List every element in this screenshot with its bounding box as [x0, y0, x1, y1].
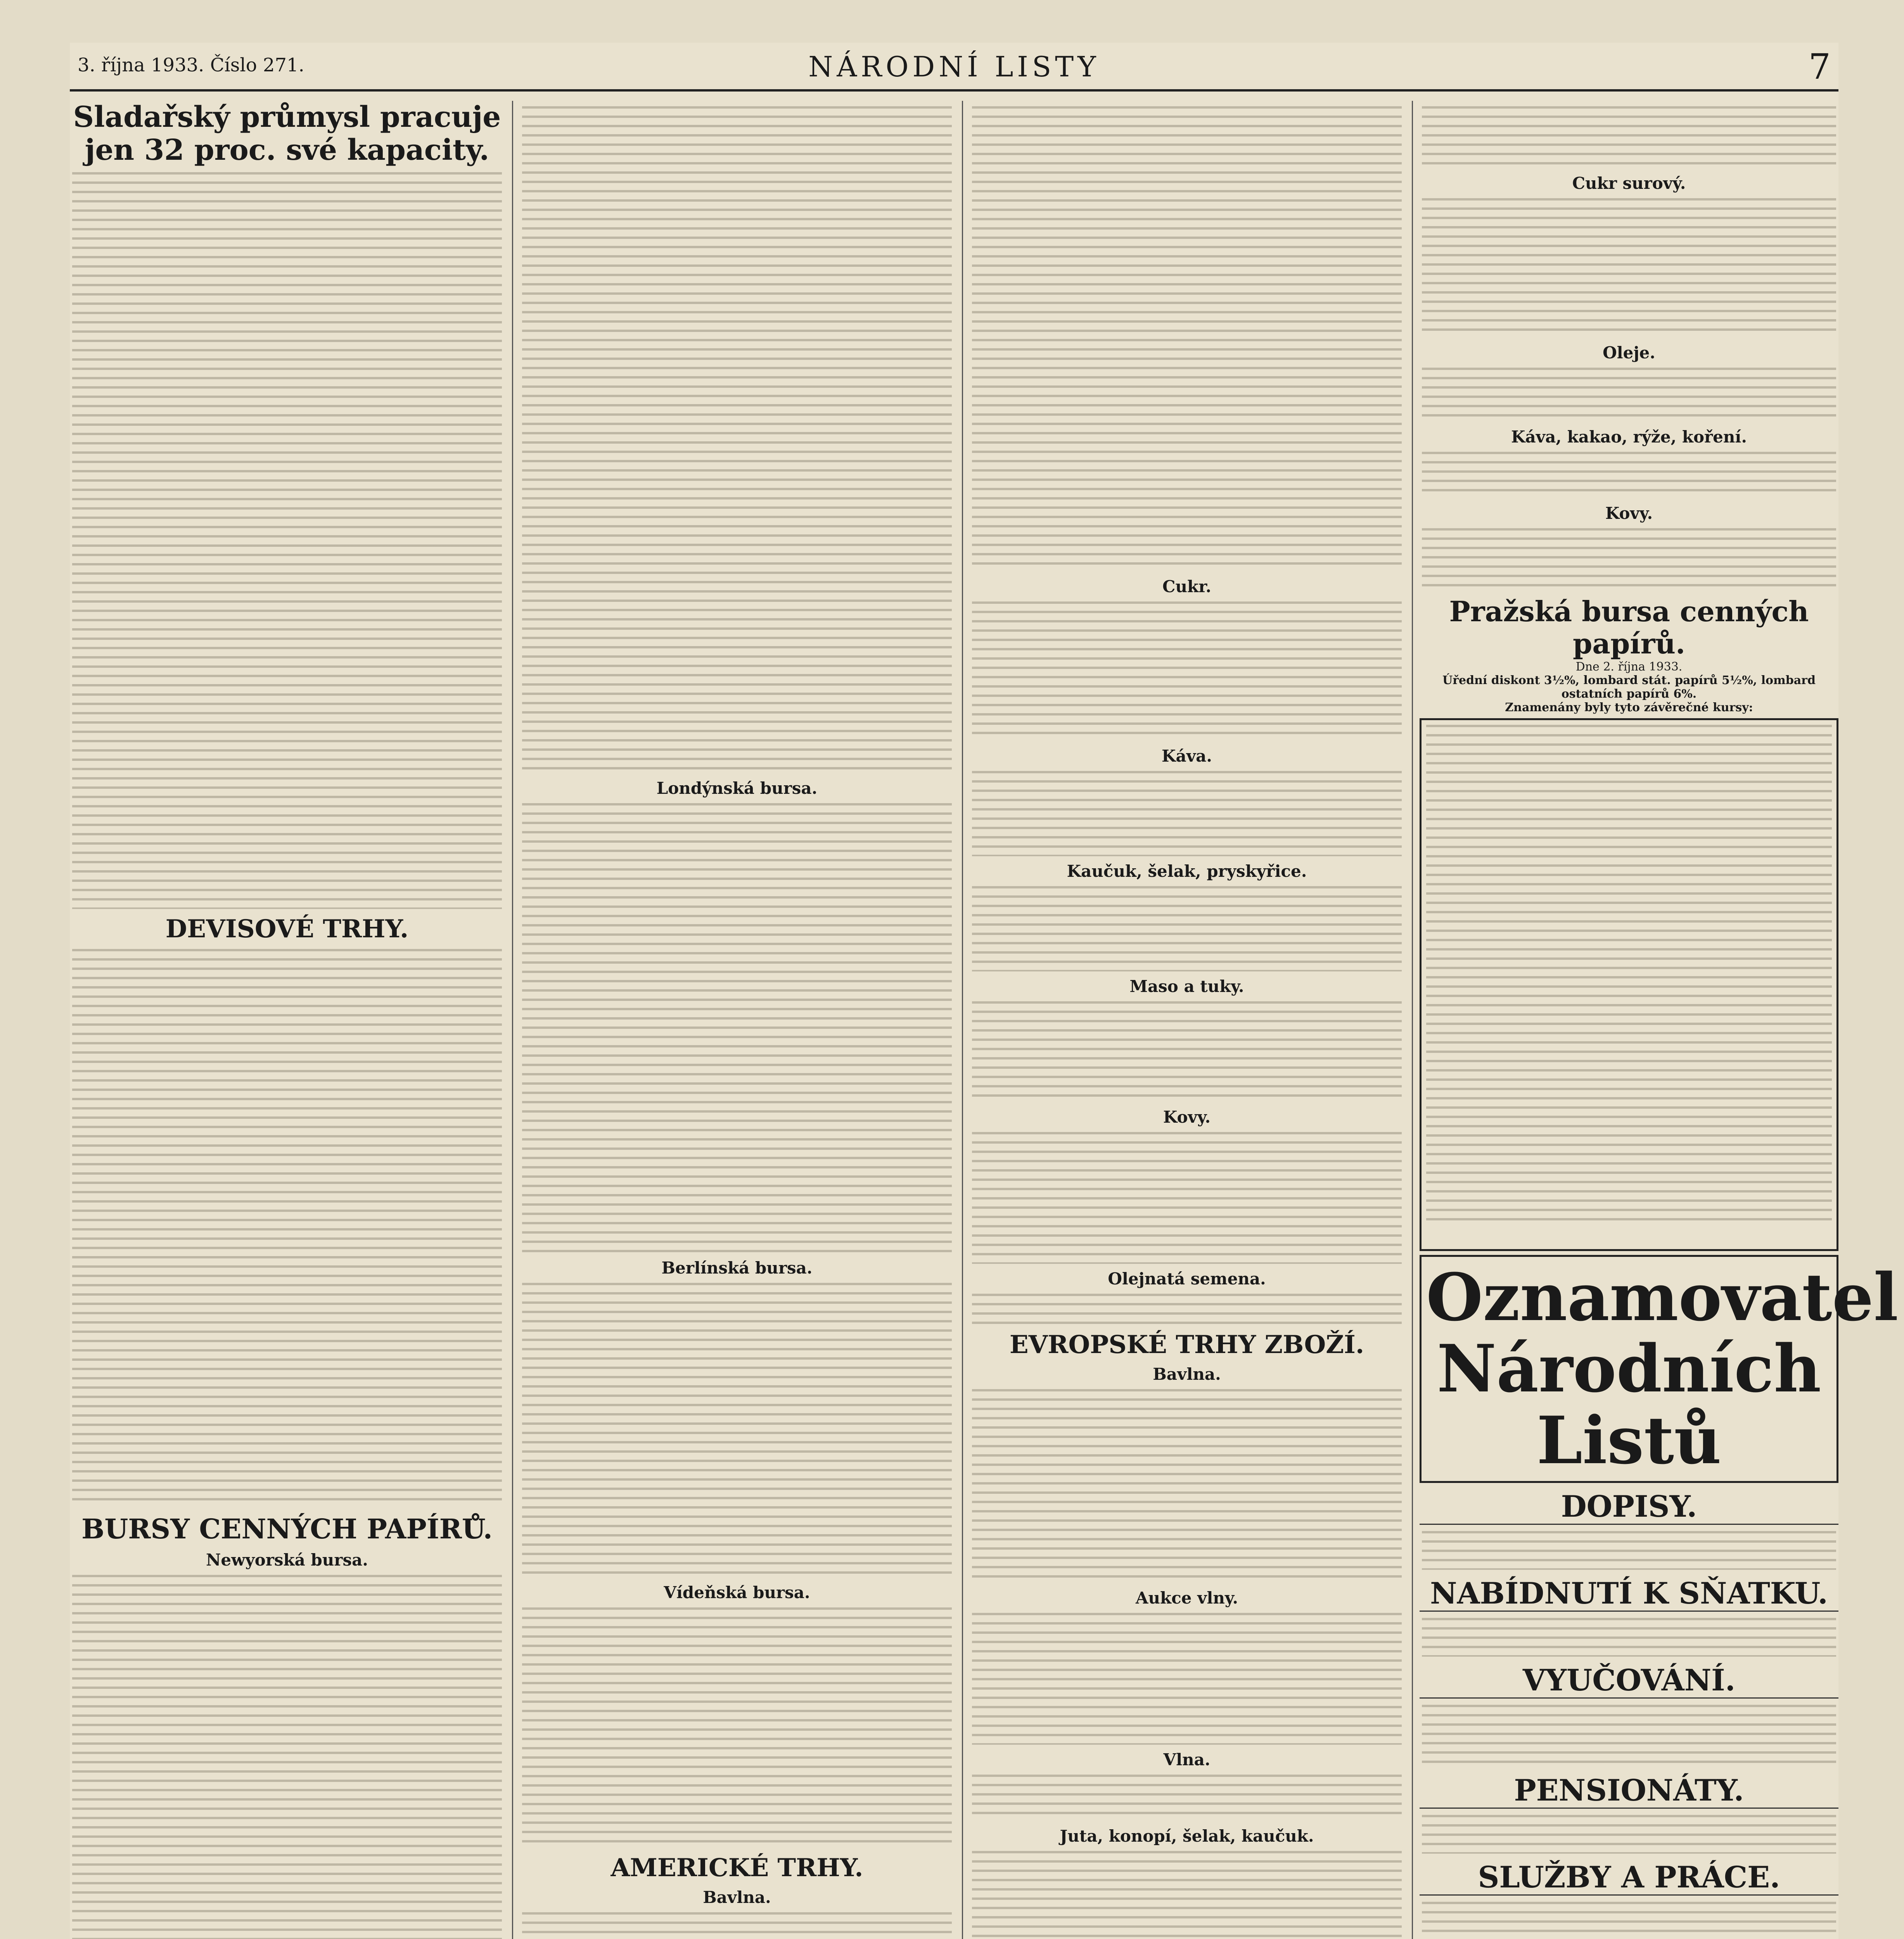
article-body [1422, 528, 1836, 590]
section-devisove: DEVISOVÉ TRHY. [165, 914, 409, 944]
subsection-cotton: Bavlna. [703, 1888, 771, 1907]
article-body [972, 886, 1402, 971]
section-american: AMERICKÉ TRHY. [610, 1853, 863, 1882]
masthead [70, 43, 1838, 92]
subsection-london: Londýnská bursa. [656, 779, 818, 798]
article-body [1422, 452, 1836, 498]
article-body [522, 1912, 952, 1939]
article-body [522, 1607, 952, 1848]
ad-heading: NABÍDNUTÍ K SŇATKU. [1420, 1576, 1838, 1612]
subsection-metals: Kovy. [1163, 1108, 1211, 1127]
subsection-cotton-eu: Bavlna. [1153, 1365, 1221, 1384]
section-european: EVROPSKÉ TRHY ZBOŽÍ. [1009, 1330, 1364, 1359]
article-body [972, 1851, 1402, 1939]
ad-heading: PENSIONÁTY. [1420, 1773, 1838, 1809]
article-body [72, 1575, 502, 1939]
subsection-wool-auction: Aukce vlny. [1135, 1588, 1238, 1607]
rate-line: Úřední diskont 3½%, lombard stát. papírů 5½%, lombard ostatních papírů 6%. [1442, 673, 1816, 701]
column-3 [970, 101, 1404, 1939]
oznamovatel-line2: Národních Listů [1437, 1330, 1821, 1479]
classified-body [1422, 1705, 1836, 1767]
subsection-rubber: Kaučuk, šelak, pryskyřice. [1067, 862, 1307, 881]
classified-body [1422, 1531, 1836, 1570]
headline-malt: Sladařský průmysl pracuje jen 32 proc. své kapacity. [73, 100, 501, 167]
rates-table-body [1426, 725, 1832, 1225]
article-body [972, 1613, 1402, 1745]
subsection-metals-4: Kovy. [1605, 504, 1653, 523]
classified-body [1422, 1902, 1836, 1939]
column-rule [1412, 101, 1413, 1939]
column-2 [520, 101, 954, 1939]
article-body [972, 106, 1402, 572]
ad-heading: DOPISY. [1420, 1489, 1838, 1525]
subsection-coffee: Káva. [1162, 747, 1212, 766]
subsection-oils: Oleje. [1603, 343, 1655, 362]
subsection-berlin: Berlínská bursa. [661, 1258, 813, 1277]
column-rule [962, 101, 963, 1939]
ad-heading: SLUŽBY A PRÁCE. [1420, 1860, 1838, 1896]
issue-date: 3. října 1933. Číslo 271. [78, 54, 304, 76]
column-1 [70, 101, 504, 1939]
article-body [972, 1001, 1402, 1102]
article-body [72, 172, 502, 909]
subsection-newyork: Newyorská bursa. [206, 1550, 368, 1570]
article-body [72, 949, 502, 1507]
article-body [522, 106, 952, 773]
prague-bursa-date: Dne 2. října 1933. [1575, 660, 1683, 674]
rates-table [1420, 718, 1838, 1251]
article-body [972, 601, 1402, 741]
article-body [522, 1283, 952, 1578]
subsection-wool: Vlna. [1163, 1750, 1211, 1769]
column-rule [512, 101, 513, 1939]
oznamovatel-line1: Oznamovatel [1426, 1258, 1899, 1336]
article-body [972, 1294, 1402, 1325]
article-body [1422, 198, 1836, 338]
subsection-sugar: Cukr. [1162, 577, 1211, 596]
subsection-vienna: Vídeňská bursa. [664, 1583, 810, 1602]
ad-heading: VYUČOVÁNÍ. [1420, 1663, 1838, 1699]
subsection-oilseeds: Olejnatá semena. [1108, 1269, 1266, 1288]
classified-body [1422, 1815, 1836, 1854]
article-body [1422, 368, 1836, 422]
article-body [1422, 106, 1836, 168]
rates-note: Znamenány byly tyto závěrečné kursy: [1505, 700, 1753, 714]
classified-body [1422, 1618, 1836, 1657]
oznamovatel-box [1420, 1255, 1899, 1483]
article-body [972, 1389, 1402, 1583]
newspaper-title: NÁRODNÍ LISTY [808, 50, 1100, 83]
subsection-cocoa: Káva, kakao, rýže, koření. [1511, 427, 1747, 446]
subsection-meat: Maso a tuky. [1129, 977, 1244, 996]
prague-bursa-title: Pražská bursa cenných papírů. [1449, 595, 1809, 660]
article-body [972, 1132, 1402, 1264]
subsection-jute: Juta, konopí, šelak, kaučuk. [1060, 1827, 1314, 1846]
article-body [972, 1775, 1402, 1821]
newspaper-page [70, 43, 1899, 1939]
column-4 [1420, 101, 1899, 1939]
section-bursy: BURSY CENNÝCH PAPÍRŮ. [81, 1513, 493, 1545]
article-body [972, 771, 1402, 856]
subsection-raw-sugar: Cukr surový. [1572, 174, 1686, 193]
page-number: 7 [1808, 47, 1831, 87]
article-body [522, 803, 952, 1253]
